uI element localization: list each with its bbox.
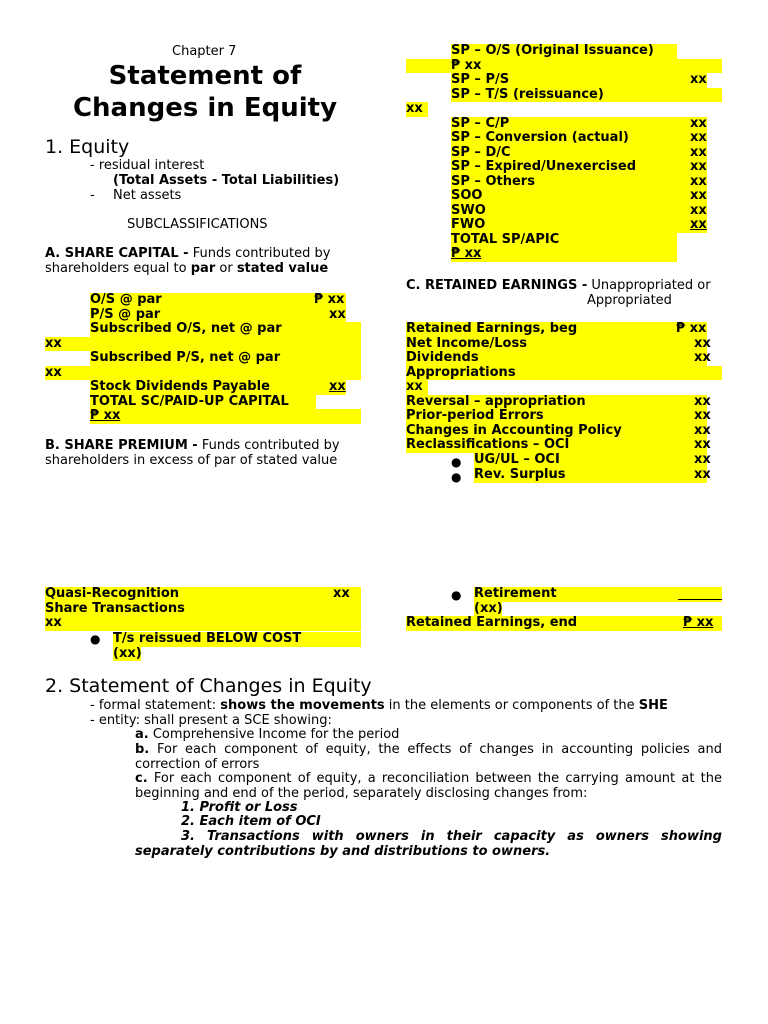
retained-earnings-desc-line1: C. RETAINED EARNINGS - Unappropriated or <box>406 278 711 293</box>
share-capital-desc-line2: shareholders equal to par or stated value <box>45 261 329 276</box>
sp-row-ts-amount: xx <box>406 102 428 117</box>
sp-row-conversion: SP – Conversion (actual) xx <box>451 130 707 145</box>
bullet-dot: ● <box>451 470 462 484</box>
sp-row-swo: SWO xx <box>451 202 707 218</box>
section-2-heading: 2. Statement of Changes in Equity <box>45 675 372 697</box>
share-capital-desc-line1: A. SHARE CAPITAL - Funds contributed by <box>45 246 331 261</box>
quasi-bullet-reissued-amount: (xx) <box>113 645 142 661</box>
quasi-bullet-reissued: T/s reissued BELOW COST <box>113 632 361 647</box>
equity-line-1: - residual interest <box>90 158 205 173</box>
sce-subitem-3: 3. Transactions with owners in their capacity as owners showing separately contributions by and distributions to owners. <box>135 829 722 859</box>
equity-line-3-dash: - <box>90 188 95 203</box>
re-bullet-rev-surplus: Rev. Surplus xx <box>474 467 711 482</box>
sc-row-stock-dividends: Stock Dividends Payable xx <box>90 379 346 394</box>
sc-row-subscribed-ps-amount: xx <box>45 366 361 381</box>
share-premium-desc-line1: B. SHARE PREMIUM - Funds contributed by <box>45 438 340 453</box>
quasi-row-share-transactions: Share Transactions <box>45 602 361 617</box>
sc-row-os-par: O/S @ par ₱ xx <box>90 292 345 307</box>
re-row-dividends: Dividends xx <box>406 350 711 365</box>
quasi-row-amount: xx <box>45 616 361 631</box>
bullet-dot: ● <box>90 632 101 646</box>
share-premium-desc-line2: shareholders in excess of par of stated value <box>45 453 338 468</box>
underline-rule <box>678 599 722 600</box>
page-title-line1: Statement of <box>108 61 302 91</box>
bullet-dot: ● <box>451 588 462 602</box>
sp-row-os: SP – O/S (Original Issuance) <box>451 44 677 59</box>
re-row-changes-policy: Changes in Accounting Policy xx <box>406 422 711 438</box>
re-row-appropriations: Appropriations <box>406 366 722 381</box>
sp-row-cp: SP – C/P xx <box>451 115 707 131</box>
sc-row-subscribed-ps: Subscribed P/S, net @ par <box>90 351 361 366</box>
sp-row-total-amount: ₱ xx <box>451 247 677 262</box>
sc-row-subscribed-os: Subscribed O/S, net @ par <box>90 322 361 337</box>
re-row-appropriations-amount: xx <box>406 380 428 395</box>
sce-line-entity: - entity: shall present a SCE showing: <box>90 713 332 728</box>
sp-row-ts: SP – T/S (reissuance) <box>451 88 722 103</box>
sc-row-total-amount: ₱ xx <box>90 409 361 424</box>
section-1-heading: 1. Equity <box>45 136 130 158</box>
equity-line-2: (Total Assets - Total Liabilities) <box>113 173 340 188</box>
sce-line-formal: - formal statement: shows the movements in the elements or components of the SHE <box>90 698 668 713</box>
sc-row-total: TOTAL SC/PAID-UP CAPITAL <box>90 395 316 410</box>
re-bullet-ug-ul: UG/UL – OCI xx <box>474 452 711 467</box>
sce-subitem-2: 2. Each item of OCI <box>181 814 321 829</box>
re-row-prior-period: Prior-period Errors xx <box>406 408 711 423</box>
sce-item-c: c. For each component of equity, a reconciliation between the carrying amount at the beginning and end of the period, separately disclosing changes from: <box>135 771 722 801</box>
sp-row-total: TOTAL SP/APIC <box>451 233 677 248</box>
sc-row-subscribed-os-amount: xx <box>45 337 361 352</box>
equity-line-3: Net assets <box>113 188 182 203</box>
sp-row-soo: SOO xx <box>451 188 707 203</box>
quasi-row-recognition: Quasi-Recognition xx <box>45 587 361 602</box>
re-bullet-retirement-amount: (xx) <box>474 600 503 616</box>
re-row-net-income: Net Income/Loss xx <box>406 335 711 351</box>
bullet-dot: ● <box>451 455 462 469</box>
chapter-label: Chapter 7 <box>172 44 237 59</box>
sp-row-ps: SP – P/S xx <box>451 72 707 87</box>
re-bullet-retirement: Retirement <box>474 587 722 602</box>
sp-row-dc: SP – D/C xx <box>451 144 707 160</box>
re-row-beg: Retained Earnings, beg ₱ xx <box>406 321 707 336</box>
sp-row-fwo: FWO xx <box>451 217 707 232</box>
re-row-reclass: Reclassifications – OCI xx <box>406 437 711 452</box>
sce-item-b: b. For each component of equity, the effects of changes in accounting policies and correction of errors <box>135 742 722 772</box>
sp-row-expired: SP – Expired/Unexercised xx <box>451 159 707 174</box>
sp-row-os-amount: ₱ xx <box>406 59 722 74</box>
sce-subitem-1: 1. Profit or Loss <box>181 800 298 815</box>
re-row-reversal: Reversal – appropriation xx <box>406 393 711 409</box>
sce-item-a: a. Comprehensive Income for the period <box>135 727 400 742</box>
subclassifications-heading: SUBCLASSIFICATIONS <box>127 217 268 232</box>
retained-earnings-desc-line2: Appropriated <box>587 293 672 308</box>
sp-row-others: SP – Others xx <box>451 173 707 189</box>
re-row-end: Retained Earnings, end ₱ xx <box>406 616 722 631</box>
page-title-line2: Changes in Equity <box>72 93 338 123</box>
sc-row-ps-par: P/S @ par xx <box>90 306 346 322</box>
